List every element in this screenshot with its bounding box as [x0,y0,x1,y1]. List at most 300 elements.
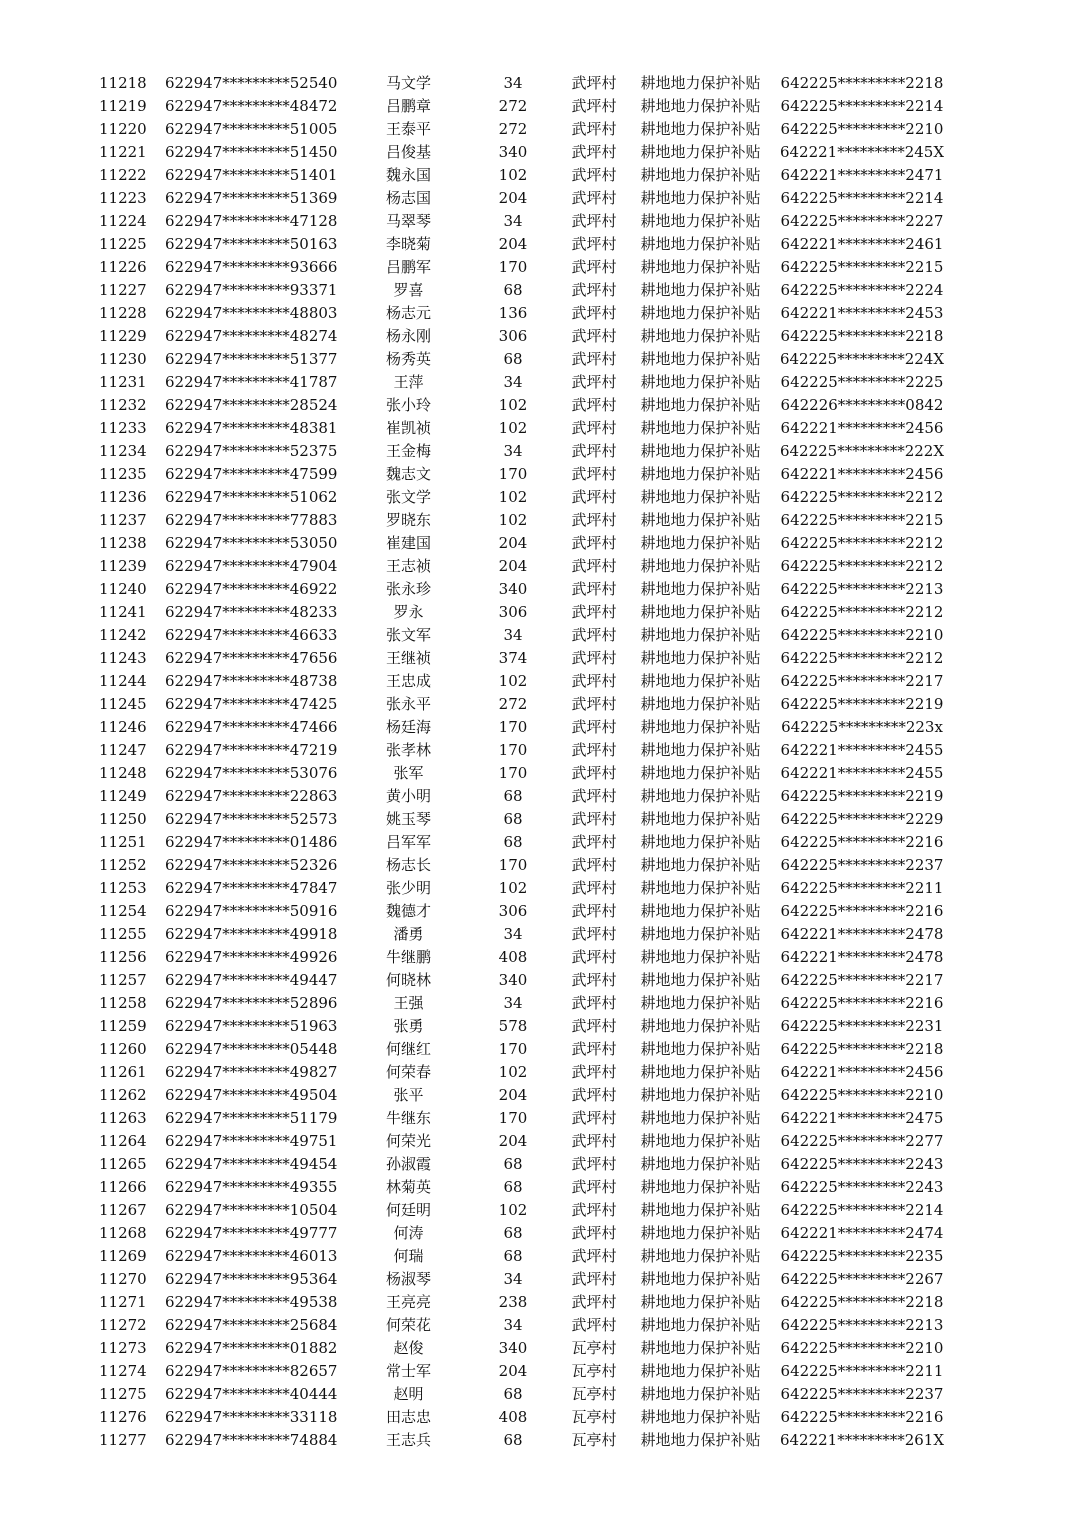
id-number: 642225*********2231 [780,1017,944,1035]
person-name: 王志祯 [385,557,431,575]
row-number: 11259 [99,1017,147,1035]
village: 武坪村 [571,212,617,230]
subsidy-amount: 68 [503,350,523,368]
subsidy-type: 耕地地力保护补贴 [640,1293,761,1311]
subsidy-amount: 306 [498,603,528,621]
id-number: 642225*********2210 [780,626,944,644]
village: 武坪村 [571,511,617,529]
card-number: 622947*********47128 [165,212,338,230]
table-row [99,1245,947,1268]
table-row [99,900,947,923]
id-number: 642225*********2235 [780,1247,944,1265]
village: 武坪村 [571,833,617,851]
subsidy-amount: 340 [498,580,528,598]
row-number: 11218 [99,74,147,92]
table-row [99,348,947,371]
subsidy-type: 耕地地力保护补贴 [640,189,761,207]
card-number: 622947*********51005 [165,120,338,138]
id-number: 642221*********2455 [780,764,944,782]
card-number: 622947*********01882 [165,1339,338,1357]
table-row [99,831,947,854]
id-number: 642225*********2216 [780,833,944,851]
village: 武坪村 [571,350,617,368]
row-number: 11239 [99,557,147,575]
village: 武坪村 [571,971,617,989]
id-number: 642221*********245X [779,143,945,161]
subsidy-type: 耕地地力保护补贴 [640,1362,761,1380]
card-number: 622947*********48381 [165,419,338,437]
village: 武坪村 [571,1086,617,1104]
person-name: 牛继鹏 [385,948,431,966]
row-number: 11262 [99,1086,147,1104]
card-number: 622947*********48274 [165,327,338,345]
table-row [99,532,947,555]
person-name: 张平 [393,1086,424,1104]
card-number: 622947*********05448 [165,1040,338,1058]
row-number: 11232 [99,396,147,414]
card-number: 622947*********47847 [165,879,338,897]
person-name: 何继红 [385,1040,431,1058]
person-name: 王泰平 [385,120,431,138]
table-row [99,1268,947,1291]
id-number: 642225*********2277 [780,1132,944,1150]
card-number: 622947*********50163 [165,235,338,253]
subsidy-table-body [99,72,947,1452]
village: 瓦亭村 [571,1385,617,1403]
person-name: 何瑞 [393,1247,424,1265]
row-number: 11220 [99,120,147,138]
person-name: 何荣花 [385,1316,431,1334]
subsidy-type: 耕地地力保护补贴 [640,465,761,483]
subsidy-type: 耕地地力保护补贴 [640,1086,761,1104]
subsidy-type: 耕地地力保护补贴 [640,511,761,529]
table-row [99,256,947,279]
village: 武坪村 [571,419,617,437]
subsidy-amount: 68 [503,810,523,828]
subsidy-type: 耕地地力保护补贴 [640,1385,761,1403]
row-number: 11230 [99,350,147,368]
card-number: 622947*********52896 [165,994,338,1012]
table-row [99,1061,947,1084]
card-number: 622947*********53050 [165,534,338,552]
table-row [99,1337,947,1360]
village: 武坪村 [571,1224,617,1242]
subsidy-amount: 408 [498,948,528,966]
subsidy-type: 耕地地力保护补贴 [640,810,761,828]
table-row [99,670,947,693]
table-row [99,1153,947,1176]
row-number: 11275 [99,1385,147,1403]
row-number: 11251 [99,833,147,851]
person-name: 黄小明 [385,787,431,805]
village: 武坪村 [571,1109,617,1127]
table-row [99,946,947,969]
id-number: 642221*********2456 [780,419,944,437]
subsidy-type: 耕地地力保护补贴 [640,557,761,575]
row-number: 11267 [99,1201,147,1219]
row-number: 11264 [99,1132,147,1150]
village: 武坪村 [571,1017,617,1035]
person-name: 杨志长 [385,856,431,874]
row-number: 11235 [99,465,147,483]
subsidy-amount: 34 [503,373,523,391]
row-number: 11269 [99,1247,147,1265]
subsidy-amount: 170 [498,1109,528,1127]
village: 武坪村 [571,626,617,644]
id-number: 642225*********222X [779,442,945,460]
card-number: 622947*********49777 [165,1224,338,1242]
person-name: 罗喜 [393,281,424,299]
person-name: 李晓菊 [385,235,431,253]
subsidy-amount: 68 [503,1178,523,1196]
id-number: 642225*********2229 [780,810,944,828]
table-row [99,371,947,394]
person-name: 魏志文 [385,465,431,483]
table-row [99,486,947,509]
row-number: 11223 [99,189,147,207]
subsidy-amount: 374 [498,649,528,667]
subsidy-type: 耕地地力保护补贴 [640,1224,761,1242]
person-name: 常士军 [385,1362,431,1380]
subsidy-type: 耕地地力保护补贴 [640,166,761,184]
subsidy-type: 耕地地力保护补贴 [640,1017,761,1035]
village: 武坪村 [571,373,617,391]
subsidy-type: 耕地地力保护补贴 [640,626,761,644]
id-number: 642225*********2216 [780,902,944,920]
id-number: 642225*********2219 [780,787,944,805]
row-number: 11246 [99,718,147,736]
village: 武坪村 [571,1155,617,1173]
subsidy-amount: 204 [498,557,528,575]
subsidy-type: 耕地地力保护补贴 [640,74,761,92]
person-name: 张文军 [385,626,431,644]
subsidy-type: 耕地地力保护补贴 [640,419,761,437]
table-row [99,440,947,463]
card-number: 622947*********53076 [165,764,338,782]
row-number: 11229 [99,327,147,345]
subsidy-amount: 170 [498,1040,528,1058]
id-number: 642225*********2211 [780,879,944,897]
subsidy-type: 耕地地力保护补贴 [640,488,761,506]
subsidy-type: 耕地地力保护补贴 [640,373,761,391]
table-row [99,463,947,486]
card-number: 622947*********25684 [165,1316,338,1334]
subsidy-type: 耕地地力保护补贴 [640,948,761,966]
row-number: 11231 [99,373,147,391]
row-number: 11266 [99,1178,147,1196]
id-number: 642225*********2216 [780,994,944,1012]
subsidy-type: 耕地地力保护补贴 [640,764,761,782]
table-row [99,923,947,946]
subsidy-type: 耕地地力保护补贴 [640,97,761,115]
subsidy-type: 耕地地力保护补贴 [640,902,761,920]
id-number: 642225*********2219 [780,695,944,713]
person-name: 杨志元 [385,304,431,322]
id-number: 642225*********2212 [780,488,944,506]
row-number: 11236 [99,488,147,506]
subsidy-amount: 68 [503,281,523,299]
id-number: 642221*********2471 [780,166,944,184]
card-number: 622947*********47466 [165,718,338,736]
village: 武坪村 [571,189,617,207]
subsidy-amount: 68 [503,1385,523,1403]
subsidy-amount: 68 [503,1224,523,1242]
row-number: 11252 [99,856,147,874]
village: 武坪村 [571,902,617,920]
subsidy-amount: 170 [498,856,528,874]
table-row [99,601,947,624]
person-name: 姚玉琴 [385,810,431,828]
row-number: 11241 [99,603,147,621]
subsidy-type: 耕地地力保护补贴 [640,603,761,621]
subsidy-amount: 68 [503,1247,523,1265]
table-row [99,72,947,95]
id-number: 642225*********2243 [780,1155,944,1173]
table-row [99,1222,947,1245]
table-row [99,969,947,992]
card-number: 622947*********33118 [165,1408,338,1426]
subsidy-type: 耕地地力保护补贴 [640,442,761,460]
card-number: 622947*********49827 [165,1063,338,1081]
table-row [99,187,947,210]
card-number: 622947*********48738 [165,672,338,690]
id-number: 642225*********2210 [780,1339,944,1357]
village: 武坪村 [571,304,617,322]
table-row [99,762,947,785]
person-name: 田志忠 [385,1408,431,1426]
row-number: 11258 [99,994,147,1012]
village: 武坪村 [571,718,617,736]
table-row [99,302,947,325]
person-name: 杨淑琴 [385,1270,431,1288]
row-number: 11274 [99,1362,147,1380]
row-number: 11226 [99,258,147,276]
card-number: 622947*********41787 [165,373,338,391]
card-number: 622947*********10504 [165,1201,338,1219]
village: 武坪村 [571,442,617,460]
card-number: 622947*********93371 [165,281,338,299]
person-name: 王金梅 [385,442,431,460]
table-row [99,1406,947,1429]
card-number: 622947*********46633 [165,626,338,644]
table-row [99,693,947,716]
subsidy-amount: 68 [503,1431,523,1449]
subsidy-type: 耕地地力保护补贴 [640,879,761,897]
id-number: 642225*********2212 [780,534,944,552]
id-number: 642225*********2217 [780,971,944,989]
id-number: 642221*********2456 [780,1063,944,1081]
subsidy-amount: 272 [498,695,528,713]
row-number: 11240 [99,580,147,598]
table-row [99,1130,947,1153]
card-number: 622947*********51450 [165,143,338,161]
person-name: 王亮亮 [385,1293,431,1311]
subsidy-type: 耕地地力保护补贴 [640,1155,761,1173]
card-number: 622947*********50916 [165,902,338,920]
village: 武坪村 [571,1316,617,1334]
row-number: 11249 [99,787,147,805]
table-row [99,1429,947,1452]
table-row [99,1199,947,1222]
subsidy-amount: 204 [498,534,528,552]
village: 武坪村 [571,810,617,828]
subsidy-amount: 170 [498,718,528,736]
table-row [99,808,947,831]
subsidy-amount: 340 [498,1339,528,1357]
card-number: 622947*********52573 [165,810,338,828]
id-number: 642225*********2213 [780,580,944,598]
subsidy-amount: 204 [498,189,528,207]
subsidy-type: 耕地地力保护补贴 [640,580,761,598]
id-number: 642221*********2475 [780,1109,944,1127]
id-number: 642225*********2210 [780,120,944,138]
id-number: 642225*********2243 [780,1178,944,1196]
village: 武坪村 [571,534,617,552]
card-number: 622947*********51377 [165,350,338,368]
subsidy-type: 耕地地力保护补贴 [640,925,761,943]
card-number: 622947*********93666 [165,258,338,276]
card-number: 622947*********52375 [165,442,338,460]
subsidy-type: 耕地地力保护补贴 [640,994,761,1012]
row-number: 11228 [99,304,147,322]
person-name: 崔凯祯 [385,419,431,437]
subsidy-amount: 408 [498,1408,528,1426]
village: 武坪村 [571,856,617,874]
subsidy-type: 耕地地力保护补贴 [640,833,761,851]
table-row [99,164,947,187]
table-row [99,1038,947,1061]
card-number: 622947*********51963 [165,1017,338,1035]
id-number: 642226*********0842 [780,396,944,414]
person-name: 魏永国 [385,166,431,184]
card-number: 622947*********47904 [165,557,338,575]
table-row [99,394,947,417]
row-number: 11219 [99,97,147,115]
person-name: 吕俊基 [385,143,431,161]
card-number: 622947*********49751 [165,1132,338,1150]
village: 武坪村 [571,396,617,414]
subsidy-amount: 340 [498,971,528,989]
village: 武坪村 [571,948,617,966]
table-row [99,210,947,233]
subsidy-amount: 68 [503,787,523,805]
table-row [99,647,947,670]
person-name: 王继祯 [385,649,431,667]
subsidy-amount: 102 [498,1201,528,1219]
subsidy-amount: 102 [498,166,528,184]
card-number: 622947*********28524 [165,396,338,414]
card-number: 622947*********47219 [165,741,338,759]
card-number: 622947*********49447 [165,971,338,989]
card-number: 622947*********46013 [165,1247,338,1265]
id-number: 642225*********2225 [780,373,944,391]
subsidy-amount: 34 [503,74,523,92]
subsidy-type: 耕地地力保护补贴 [640,971,761,989]
id-number: 642221*********2478 [780,948,944,966]
village: 武坪村 [571,1270,617,1288]
person-name: 崔建国 [385,534,431,552]
person-name: 魏德才 [385,902,431,920]
row-number: 11254 [99,902,147,920]
village: 武坪村 [571,879,617,897]
subsidy-amount: 34 [503,925,523,943]
id-number: 642225*********2218 [780,1040,944,1058]
subsidy-type: 耕地地力保护补贴 [640,120,761,138]
card-number: 622947*********95364 [165,1270,338,1288]
village: 武坪村 [571,235,617,253]
table-row [99,233,947,256]
subsidy-amount: 170 [498,258,528,276]
card-number: 622947*********51179 [165,1109,338,1127]
id-number: 642225*********2214 [780,1201,944,1219]
card-number: 622947*********40444 [165,1385,338,1403]
village: 武坪村 [571,488,617,506]
subsidy-amount: 136 [498,304,528,322]
subsidy-type: 耕地地力保护补贴 [640,350,761,368]
id-number: 642225*********2227 [780,212,944,230]
id-number: 642225*********2237 [780,856,944,874]
row-number: 11238 [99,534,147,552]
village: 武坪村 [571,764,617,782]
subsidy-type: 耕地地力保护补贴 [640,212,761,230]
person-name: 张永平 [385,695,431,713]
village: 武坪村 [571,143,617,161]
subsidy-amount: 272 [498,120,528,138]
row-number: 11263 [99,1109,147,1127]
village: 武坪村 [571,1293,617,1311]
subsidy-amount: 170 [498,741,528,759]
village: 武坪村 [571,925,617,943]
card-number: 622947*********46922 [165,580,338,598]
subsidy-amount: 102 [498,1063,528,1081]
subsidy-type: 耕地地力保护补贴 [640,143,761,161]
subsidy-amount: 68 [503,1155,523,1173]
id-number: 642225*********2210 [780,1086,944,1104]
card-number: 622947*********48803 [165,304,338,322]
subsidy-type: 耕地地力保护补贴 [640,327,761,345]
subsidy-amount: 306 [498,327,528,345]
id-number: 642225*********223x [781,718,943,736]
village: 武坪村 [571,649,617,667]
table-row [99,95,947,118]
subsidy-type: 耕地地力保护补贴 [640,534,761,552]
table-row [99,279,947,302]
row-number: 11225 [99,235,147,253]
subsidy-amount: 102 [498,488,528,506]
id-number: 642225*********2212 [780,603,944,621]
village: 武坪村 [571,120,617,138]
village: 武坪村 [571,1040,617,1058]
person-name: 吕鹏章 [385,97,431,115]
village: 武坪村 [571,557,617,575]
table-row [99,1107,947,1130]
row-number: 11268 [99,1224,147,1242]
person-name: 何涛 [393,1224,424,1242]
subsidy-amount: 102 [498,879,528,897]
village: 武坪村 [571,281,617,299]
table-row [99,325,947,348]
row-number: 11221 [99,143,147,161]
table-row [99,118,947,141]
subsidy-amount: 306 [498,902,528,920]
village: 武坪村 [571,994,617,1012]
subsidy-type: 耕地地力保护补贴 [640,741,761,759]
subsidy-type: 耕地地力保护补贴 [640,695,761,713]
subsidy-amount: 34 [503,994,523,1012]
subsidy-type: 耕地地力保护补贴 [640,672,761,690]
id-number: 642221*********2456 [780,465,944,483]
village: 瓦亭村 [571,1339,617,1357]
